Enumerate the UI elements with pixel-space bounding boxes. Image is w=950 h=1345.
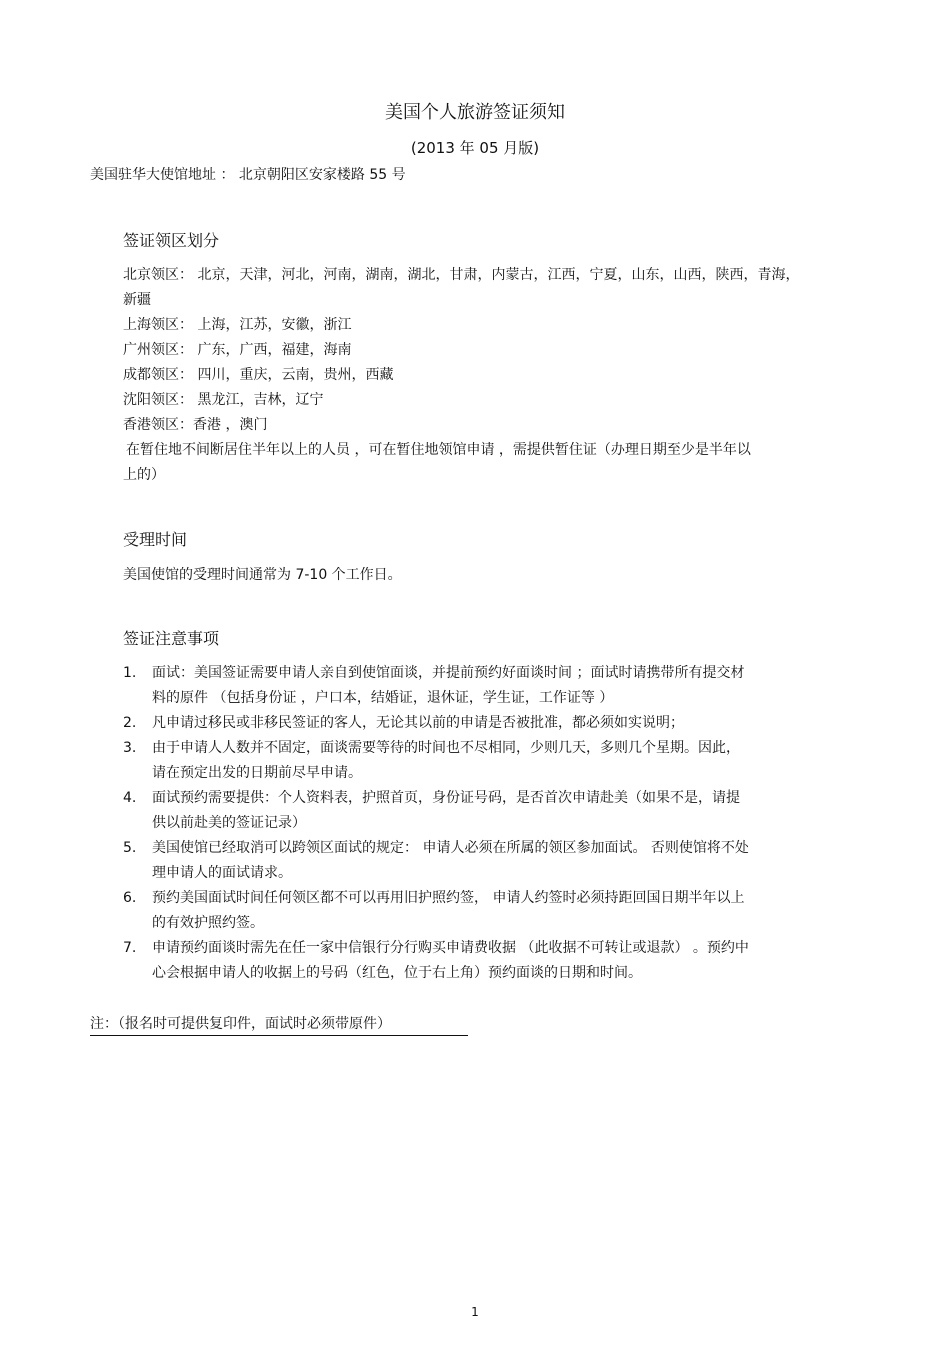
list-item-text: 的有效护照约签。 [152, 915, 264, 931]
district-line: 成都领区： 四川，重庆，云南，贵州，西藏 [123, 367, 394, 383]
list-item-number: 3. [123, 740, 137, 756]
district-line: 上的） [123, 467, 165, 483]
district-line: 广州领区： 广东，广西，福建，海南 [123, 342, 352, 358]
list-item-text: 心会根据申请人的收据上的号码（红色，位于右上角）预约面谈的日期和时间。 [152, 965, 642, 981]
list-item-text: 美国使馆已经取消可以跨领区面试的规定： 申请人必须在所属的领区参加面试。 否则使馆将不处 [152, 840, 749, 856]
list-item-number: 6. [123, 890, 137, 906]
list-item-text: 预约美国面试时间任何领区都不可以再用旧护照约签， 申请人约签时必须持距回国日期半年以上 [152, 890, 745, 906]
district-line: 在暂住地不间断居住半年以上的人员 ，可在暂住地领馆申请 ，需提供暂住证（办理日期至少是半年以 [126, 442, 751, 458]
list-item-text: 申请预约面谈时需先在任一家中信银行分行购买申请费收据 （此收据不可转让或退款） 。预约中 [152, 940, 749, 956]
list-item-text: 供以前赴美的签证记录） [152, 815, 306, 831]
list-item-number: 2. [123, 715, 137, 731]
page-number: 1 [471, 1305, 479, 1319]
list-item-number: 5. [123, 840, 137, 856]
list-item-text: 面试预约需要提供：个人资料表，护照首页，身份证号码，是否首次申请赴美（如果不是，请提 [152, 790, 740, 806]
section-heading-districts: 签证领区划分 [123, 231, 220, 250]
section-heading-notes: 签证注意事项 [123, 629, 220, 648]
page-title: 美国个人旅游签证须知 [385, 102, 565, 123]
district-line: 新疆 [123, 292, 151, 308]
list-item-text: 料的原件 （包括身份证 ，户口本，结婚证，退休证，学生证，工作证等 ） [152, 690, 614, 706]
list-item-number: 1. [123, 665, 137, 681]
list-item-text: 凡申请过移民或非移民签证的客人，无论其以前的申请是否被批准，都必须如实说明； [152, 715, 684, 731]
footer-note: 注：（报名时可提供复印件，面试时必须带原件） [90, 1013, 468, 1036]
list-item-text: 由于申请人人数并不固定，面谈需要等待的时间也不尽相同，少则几天，多则几个星期。因此， [152, 740, 740, 756]
embassy-address: 美国驻华大使馆地址 ： 北京朝阳区安家楼路 55 号 [90, 167, 406, 183]
page-subtitle: (2013 年 05 月版) [410, 139, 540, 157]
district-line: 上海领区： 上海，江苏，安徽，浙江 [123, 317, 352, 333]
list-item-number: 7. [123, 940, 137, 956]
district-line: 沈阳领区： 黑龙江，吉林，辽宁 [123, 392, 324, 408]
district-line: 北京领区： 北京，天津，河北，河南，湖南，湖北，甘肃，内蒙古，江西，宁夏，山东，山西，陕西，青海， [123, 267, 800, 283]
section-heading-processing: 受理时间 [123, 530, 188, 549]
list-item-text: 理申请人的面试请求。 [152, 865, 292, 881]
district-line: 香港领区：香港 ，澳门 [123, 417, 268, 433]
list-item-text: 请在预定出发的日期前尽早申请。 [152, 765, 362, 781]
processing-time-text: 美国使馆的受理时间通常为 7-10 个工作日。 [123, 567, 402, 583]
list-item-number: 4. [123, 790, 137, 806]
list-item-text: 面试：美国签证需要申请人亲自到使馆面谈，并提前预约好面谈时间 ；面试时请携带所有提交材 [152, 665, 745, 681]
